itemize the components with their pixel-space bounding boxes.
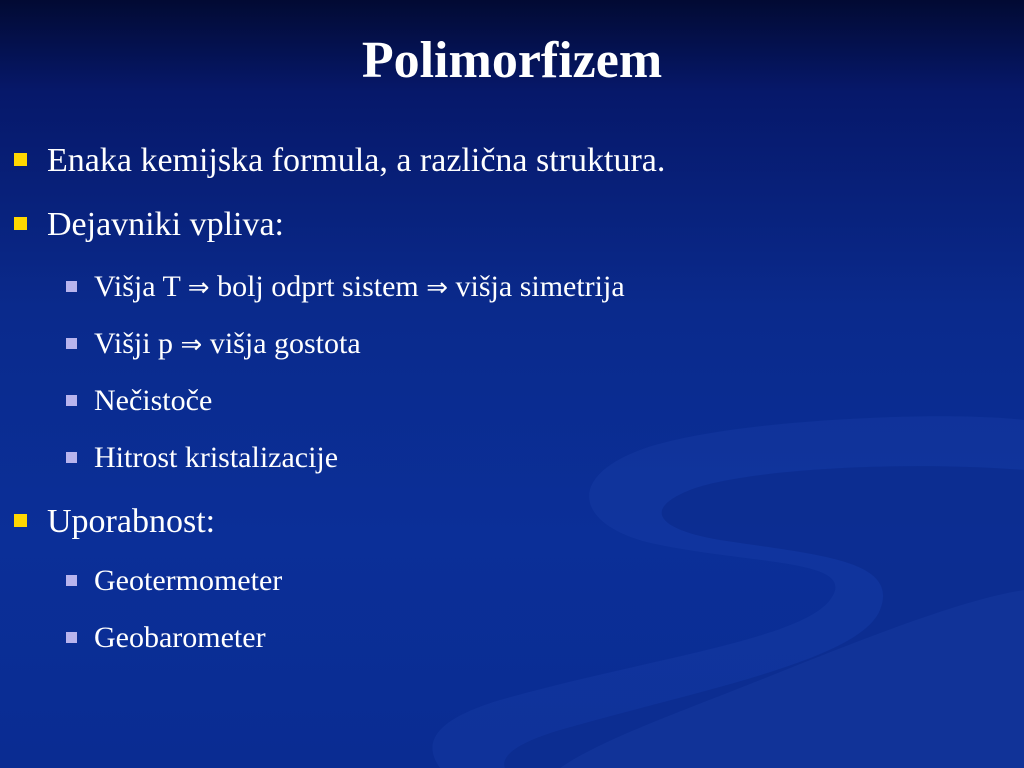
bullet-text: Uporabnost:	[47, 503, 216, 540]
sub-bullet-impurities	[66, 386, 212, 416]
sub-bullet-text: Hitrost kristalizacije	[94, 441, 339, 474]
bullet-applicability	[14, 505, 215, 539]
sub-bullet-text: Geobarometer	[94, 621, 266, 654]
square-bullet-icon	[66, 281, 77, 292]
sub-bullet-crystallization	[66, 443, 338, 473]
square-bullet-icon	[14, 514, 27, 527]
sub-bullet-text: Višja T	[94, 270, 188, 303]
sub-bullet-geothermometer	[66, 566, 282, 596]
sub-bullet-text: višja simetrija	[448, 270, 625, 303]
square-bullet-icon	[14, 153, 27, 166]
sub-bullet-geobarometer	[66, 623, 266, 653]
bullet-formula	[14, 144, 665, 178]
sub-bullet-text: Geotermometer	[94, 564, 283, 597]
slide-title: Polimorfizem	[361, 32, 663, 89]
square-bullet-icon	[66, 452, 77, 463]
sub-bullet-temperature	[66, 272, 625, 302]
bullet-text: Enaka kemijska formula, a različna struktura.	[47, 142, 666, 179]
implies-arrow-icon: ⇒	[187, 273, 210, 303]
square-bullet-icon	[66, 575, 77, 586]
square-bullet-icon	[14, 217, 27, 230]
implies-arrow-icon: ⇒	[426, 273, 449, 303]
square-bullet-icon	[66, 395, 77, 406]
bullet-text: Dejavniki vpliva:	[47, 206, 285, 243]
sub-bullet-text: višja gostota	[202, 327, 361, 360]
square-bullet-icon	[66, 338, 77, 349]
implies-arrow-icon: ⇒	[180, 330, 203, 360]
bullet-factors	[14, 208, 284, 242]
sub-bullet-text: Višji p	[94, 327, 181, 360]
square-bullet-icon	[66, 632, 77, 643]
sub-bullet-text: bolj odprt sistem	[209, 270, 427, 303]
sub-bullet-text: Nečistoče	[94, 384, 213, 417]
sub-bullet-pressure	[66, 329, 361, 359]
